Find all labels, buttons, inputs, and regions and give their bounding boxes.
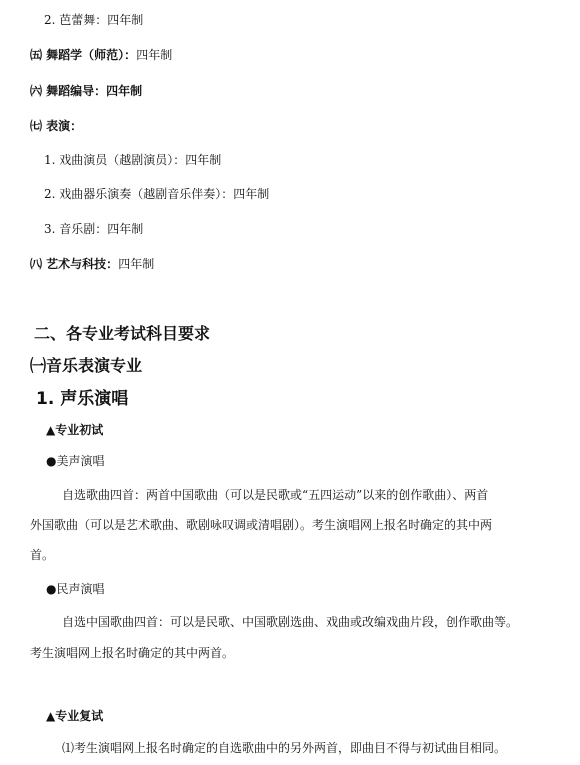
folk-heading: ●民声演唱 <box>46 582 105 596</box>
major-dance-education-duration: 四年制 <box>136 48 173 62</box>
major-dance-education <box>30 47 172 63</box>
subsection-title: ㈠音乐表演专业 <box>30 356 143 375</box>
major-choreography: ㈥ 舞蹈编导：四年制 <box>30 84 143 98</box>
major-opera-instrument: 2. 戏曲器乐演奏（越剧音乐伴奏）：四年制 <box>44 187 270 201</box>
bel-canto-text-line: 外国歌曲（可以是艺术歌曲、歌剧咏叹调或清唱剧）。考生演唱网上报名时确定的其中两 <box>30 518 493 532</box>
folk-text-line: 考生演唱网上报名时确定的其中两首。 <box>30 646 235 660</box>
major-art-technology-duration: 四年制 <box>118 257 155 271</box>
major-art-technology-label: ㈧ 艺术与科技： <box>30 257 119 271</box>
retest-item-1: ⑴考生演唱网上报名时确定的自选歌曲中的另外两首，即曲目不得与初试曲目相同。 <box>62 741 507 755</box>
major-performance: ㈦ 表演： <box>30 119 83 133</box>
major-art-technology <box>30 256 154 272</box>
major-ballet-label: 2. 芭蕾舞： <box>44 13 108 27</box>
prelim-heading: ▲专业初试 <box>46 423 104 437</box>
major-opera-actor: 1. 戏曲演员（越剧演员）：四年制 <box>44 153 222 167</box>
retest-heading: ▲专业复试 <box>46 709 104 723</box>
bel-canto-text-line: 自选歌曲四首：两首中国歌曲（可以是民歌或“五四运动”以来的创作歌曲）、两首 <box>62 488 489 502</box>
item-title: 1. 声乐演唱 <box>36 389 129 409</box>
major-dance-education-label: ㈤ 舞蹈学（师范）： <box>30 48 137 62</box>
folk-text-line: 自选中国歌曲四首：可以是民歌、中国歌剧选曲、戏曲或改编戏曲片段，创作歌曲等。 <box>62 615 519 629</box>
major-ballet-duration: 四年制 <box>107 13 144 27</box>
bel-canto-text-line: 首。 <box>30 548 55 562</box>
major-ballet <box>44 12 143 28</box>
major-musical: 3. 音乐剧：四年制 <box>44 222 144 236</box>
section-title: 二、各专业考试科目要求 <box>34 324 211 343</box>
bel-canto-heading: ●美声演唱 <box>46 454 105 468</box>
